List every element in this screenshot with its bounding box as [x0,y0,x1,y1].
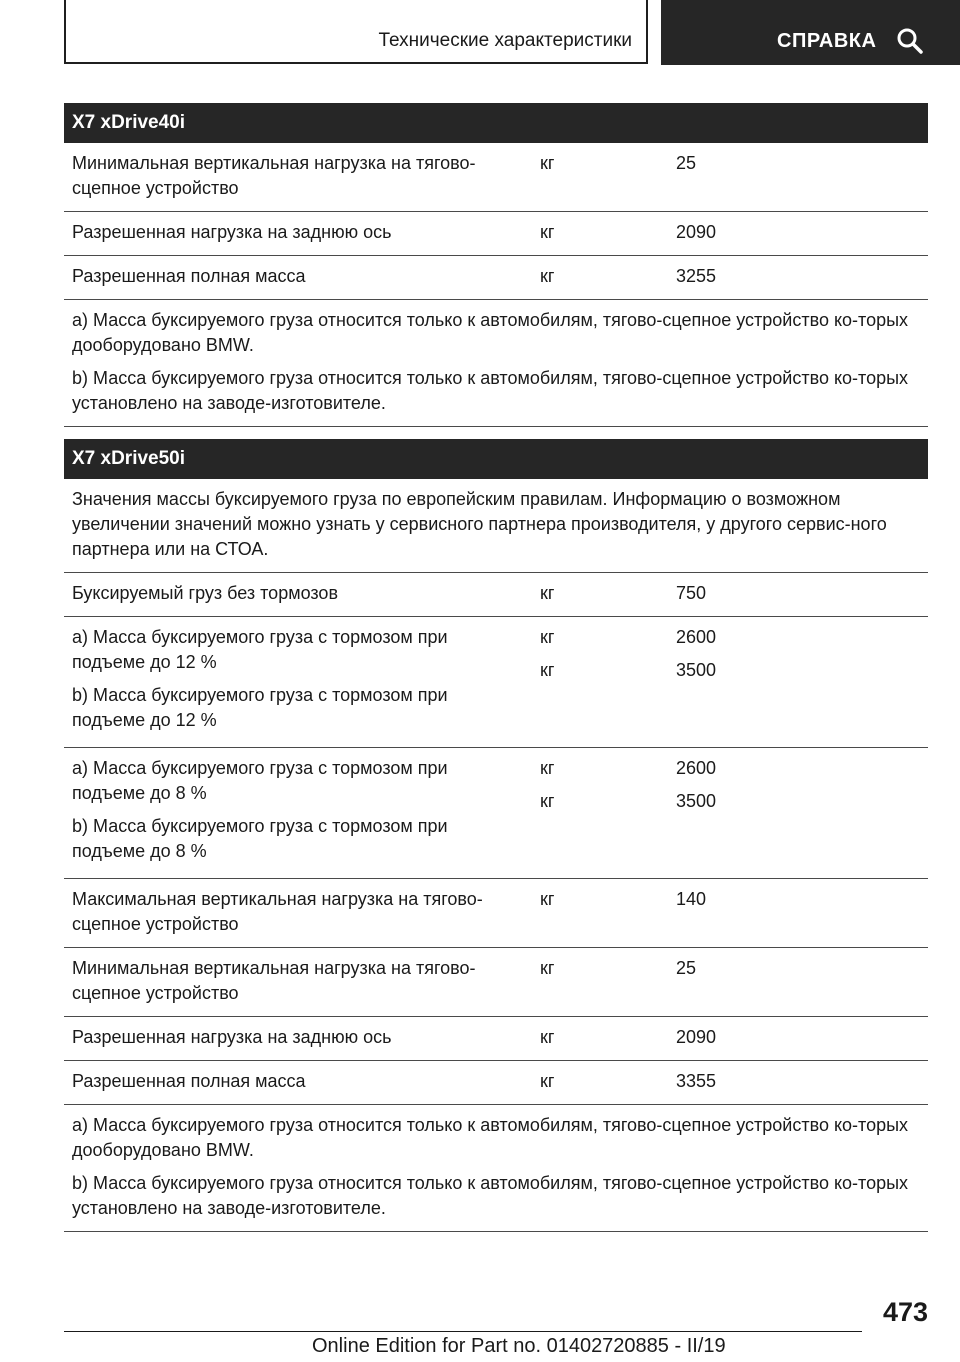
table-title: X7 xDrive50i [64,439,928,479]
intro-text: Значения массы буксируемого груза по европейским правилам. Информацию о возможном увеличении значений можно узнать у сервисного партнера производителя, у другого сервис-ного партнера или на СТОА. [72,489,887,559]
table-row [64,748,928,879]
header-title-box [64,0,648,64]
row-unit: кг [540,266,555,286]
row-value: 140 [676,889,707,909]
row-value: 25 [676,153,697,173]
edition-text: Online Edition for Part no. 01402720885 - II/19 [312,1335,726,1357]
unit-a: кг [540,627,555,647]
table-title: X7 xDrive40i [64,103,928,143]
note-a: a) Масса буксируемого груза относится только к автомобилям, тягово-сцепное устройство ко-торых дооборудовано BMW. [72,1115,909,1160]
row-value: 2090 [676,1027,717,1047]
row-unit: кг [540,1071,555,1091]
table-x7-xdrive40i [64,103,928,427]
table-row [64,212,928,256]
row-value [634,625,914,683]
row-label: Минимальная вертикальная нагрузка на тягово-сцепное устройство [72,153,476,198]
unit-b: кг [540,660,555,680]
note-b: b) Масса буксируемого груза относится только к автомобилям, тягово-сцепное устройство ко-торых установлено на заводе-изготовителе. [72,1173,909,1218]
row-label: Разрешенная нагрузка на заднюю ось [72,1027,392,1047]
page-section-title: Технические характеристики [378,30,632,51]
row-label [64,756,504,864]
row-unit: кг [540,153,555,173]
row-value: 3255 [676,266,717,286]
header-section-tab[interactable] [661,0,960,65]
table-row [64,617,928,748]
row-unit: кг [540,958,555,978]
table-row [64,256,928,300]
row-unit [504,756,634,814]
row-unit: кг [540,222,555,242]
braked-12-a: a) Масса буксируемого груза с тормозом при подъеме до 12 % [72,627,448,672]
row-value [634,756,914,814]
footer-divider [64,1331,862,1332]
value-a: 2600 [676,758,717,778]
row-value: 750 [676,583,707,603]
row-unit: кг [540,889,555,909]
row-unit: кг [540,1027,555,1047]
table-row [64,879,928,948]
row-value: 25 [676,958,697,978]
table-row [64,143,928,212]
row-label: Разрешенная нагрузка на заднюю ось [72,222,392,242]
row-label: Минимальная вертикальная нагрузка на тягово-сцепное устройство [72,958,476,1003]
row-label: Буксируемый груз без тормозов [72,583,339,603]
section-label[interactable]: СПРАВКА [777,30,877,52]
table-row [64,1061,928,1105]
row-value: 2090 [676,222,717,242]
page-number: 473 [882,1297,928,1327]
braked-12-b: b) Масса буксируемого груза с тормозом при подъеме до 12 % [72,685,448,730]
value-b: 3500 [676,660,717,680]
table-x7-xdrive50i [64,439,928,1232]
row-label [64,625,504,733]
table-notes [64,300,928,427]
braked-8-b: b) Масса буксируемого груза с тормозом при подъеме до 8 % [72,816,448,861]
row-unit [504,625,634,683]
note-a: a) Масса буксируемого груза относится только к автомобилям, тягово-сцепное устройство ко-торых дооборудовано BMW. [72,310,909,355]
row-unit: кг [540,583,555,603]
braked-8-a: a) Масса буксируемого груза с тормозом при подъеме до 8 % [72,758,448,803]
search-icon[interactable] [895,26,925,56]
value-a: 2600 [676,627,717,647]
table-intro [64,479,928,573]
table-notes [64,1105,928,1232]
table-row [64,1017,928,1061]
unit-a: кг [540,758,555,778]
note-b: b) Масса буксируемого груза относится только к автомобилям, тягово-сцепное устройство ко-торых установлено на заводе-изготовителе. [72,368,909,413]
table-row [64,948,928,1017]
row-label: Разрешенная полная масса [72,266,306,286]
value-b: 3500 [676,791,717,811]
row-label: Максимальная вертикальная нагрузка на тягово-сцепное устройство [72,889,483,934]
unit-b: кг [540,791,555,811]
row-value: 3355 [676,1071,717,1091]
row-label: Разрешенная полная масса [72,1071,306,1091]
table-row [64,573,928,617]
